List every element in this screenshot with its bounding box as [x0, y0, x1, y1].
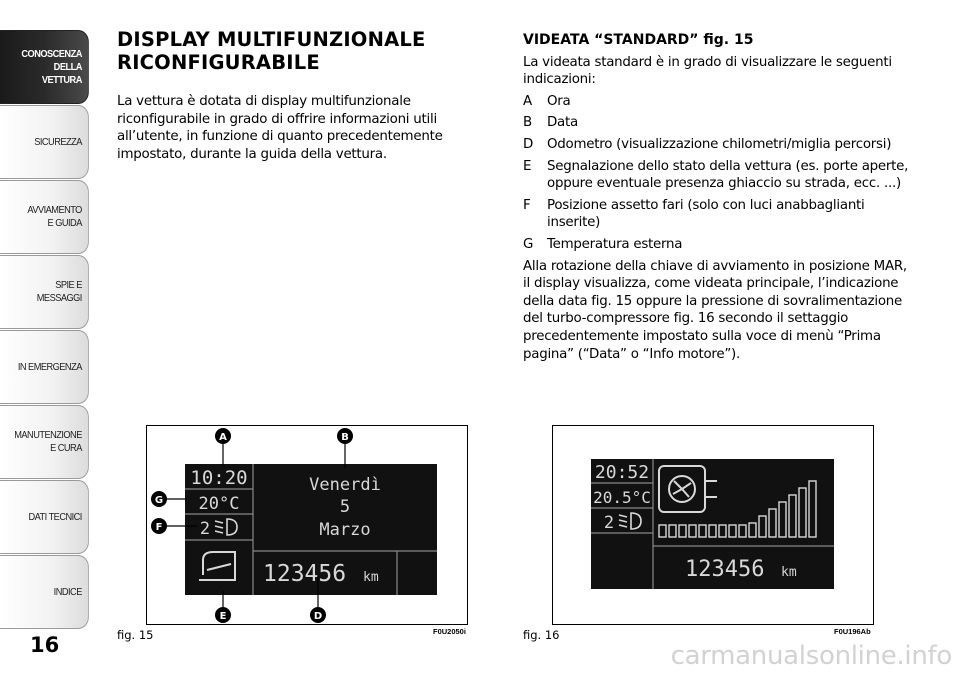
odometer-unit: km [363, 570, 379, 585]
tab-conoscenza[interactable]: CONOSCENZA DELLA VETTURA [0, 30, 89, 104]
figure-16 [552, 425, 874, 625]
outro-paragraph: Alla rotazione della chiave di avviamento in posizione MAR, il display visualizza, come videata principale, l’indicazione della data fig. 15 oppure la pressione di sovralimentazione del turbo-compressore fig. 16 secondo il settaggio precedentemente impostato sulla voce di menù “Prima pagina” (“Data” o “Info motore”). [523, 258, 907, 362]
date-number-readout: 5 [339, 497, 351, 517]
figure-16-drawing [553, 426, 873, 624]
figure-15-caption: fig. 15 [117, 628, 154, 642]
item-letter: F [523, 197, 531, 213]
section-title: DISPLAY MULTIFUNZIONALE RICONFIGURABILE [117, 28, 426, 74]
list-item [523, 136, 913, 154]
item-letter: B [523, 115, 532, 131]
clock-readout: 10:20 [190, 467, 248, 489]
list-item [523, 158, 913, 193]
subsection-title: VIDEATA “STANDARD” fig. 15 [523, 32, 754, 48]
day-readout: Venerdì [309, 475, 381, 495]
figure-16-caption: fig. 16 [523, 628, 560, 642]
tab-dati-tecnici[interactable]: DATI TECNICI [0, 480, 89, 554]
tab-indice[interactable]: INDICE [0, 555, 89, 629]
figure-15-code: F0U2050i [433, 627, 466, 636]
tab-emergenza[interactable]: IN EMERGENZA [0, 330, 89, 404]
svg-text:F: F [155, 522, 163, 533]
intro-paragraph: La vettura è dotata di display multifunzionale riconfigurabile in grado di offrire informazioni utili all’utente, in funzione di quanto precedentemente impostato, durante la guida della vettura. [117, 94, 443, 162]
svg-text:D: D [313, 611, 323, 622]
item-text: Segnalazione dello stato della vettura (es. porte aperte, oppure eventuale presenza ghiaccio su strada, ecc. ...) [547, 158, 909, 192]
page-number: 16 [30, 633, 60, 657]
item-text: Posizione assetto fari (solo con luci anabbaglianti inserite) [547, 197, 865, 231]
tab-manutenzione[interactable]: MANUTENZIONE E CURA [0, 405, 89, 479]
list-item [523, 197, 913, 232]
month-readout: Marzo [319, 520, 371, 540]
odometer-readout: 123456 [685, 557, 765, 582]
figure-15 [146, 425, 468, 625]
svg-text:G: G [154, 495, 164, 506]
callout-b [337, 428, 353, 444]
item-letter: G [523, 236, 534, 252]
svg-text:B: B [341, 432, 349, 443]
item-text: Data [547, 115, 578, 131]
indication-list [523, 93, 913, 254]
svg-text:A: A [219, 432, 227, 443]
beam-level-readout: 2 [199, 519, 211, 539]
clock-readout: 20:52 [594, 462, 650, 483]
tab-spie[interactable]: SPIE E MESSAGGI [0, 255, 89, 329]
figure-16-code: F0U196Ab [834, 627, 871, 636]
item-text: Ora [547, 93, 571, 109]
figure-15-drawing [147, 426, 467, 624]
temperature-readout: 20.5°C [593, 488, 651, 507]
odometer-unit: km [781, 565, 797, 580]
list-item [523, 236, 913, 254]
svg-text:E: E [219, 611, 227, 622]
beam-level-readout: 2 [603, 513, 615, 533]
callout-a [215, 428, 231, 444]
item-text: Temperatura esterna [547, 236, 683, 252]
temperature-readout: 20°C [198, 494, 240, 514]
list-item [523, 93, 913, 111]
watermark: carmanualsonline.info [670, 641, 952, 671]
item-letter: D [523, 136, 534, 152]
callout-d [310, 607, 326, 623]
callout-f [151, 518, 167, 534]
callout-g [151, 491, 167, 507]
lead-paragraph: La videata standard è in grado di visualizzare le seguenti indicazioni: [523, 54, 892, 88]
callout-e [215, 607, 231, 623]
tab-avviamento[interactable]: AVVIAMENTO E GUIDA [0, 180, 89, 254]
item-letter: A [523, 93, 532, 109]
standard-screen-section [523, 32, 913, 363]
list-item [523, 114, 913, 132]
item-text: Odometro (visualizzazione chilometri/miglia percorsi) [547, 136, 892, 152]
odometer-readout: 123456 [263, 561, 347, 587]
tab-sicurezza[interactable]: SICUREZZA [0, 105, 89, 179]
item-letter: E [523, 158, 532, 174]
